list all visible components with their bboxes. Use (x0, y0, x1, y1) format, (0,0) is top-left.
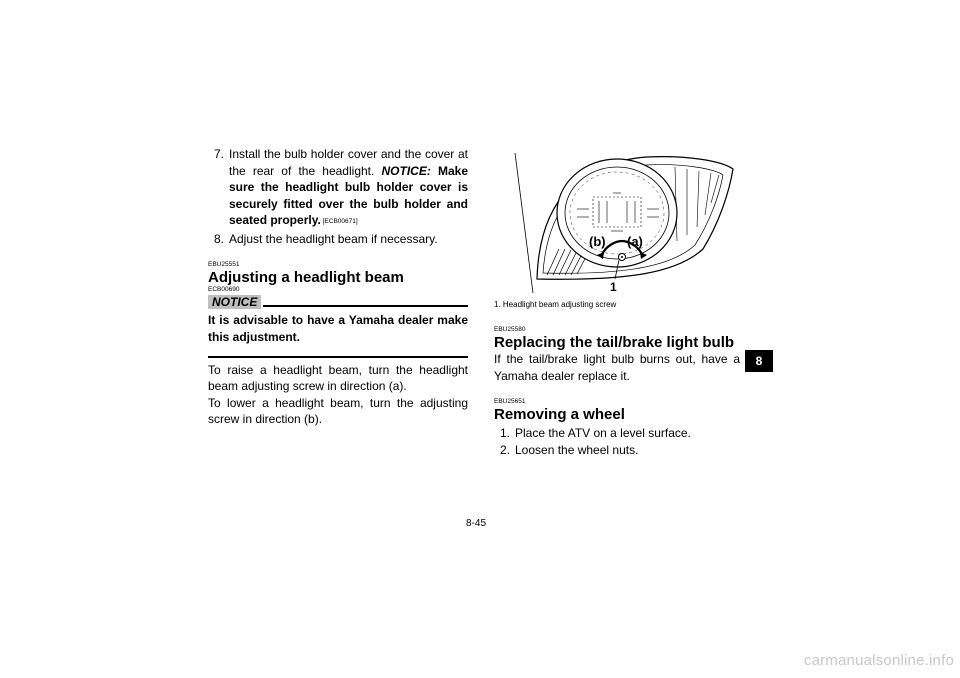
step-text: Place the ATV on a level surface. (515, 426, 691, 440)
section-code: EBU25551 (208, 261, 240, 268)
direction-b-label: (b) (589, 234, 606, 249)
step-text: Loosen the wheel nuts. (515, 442, 639, 457)
step-number: 2. (499, 442, 510, 457)
direction-a-label: (a) (627, 234, 643, 249)
inline-notice-label: NOTICE: (381, 163, 431, 178)
notice-text: It is advisable to have a Yamaha dealer make this adjustment. (208, 313, 468, 344)
notice-tag: NOTICE (208, 295, 261, 309)
section-title: Removing a wheel (494, 406, 625, 423)
inline-notice-text: Make sure the headlight bulb holder cover is securely fitted over the bulb holder and seated properly. (229, 163, 468, 227)
paragraph-tail-light: If the tail/brake light bulb burns out, have a Yamaha dealer replace it. (494, 352, 740, 383)
section-code: EBU25580 (494, 326, 526, 333)
step-text: Install the bulb holder cover and the cover at the rear of the headlight. (229, 147, 468, 178)
step-text: Adjust the headlight beam if necessary. (229, 231, 438, 246)
section-title: Adjusting a headlight beam (208, 269, 404, 286)
notice-code: ECB00690 (208, 286, 240, 293)
notice-rule (263, 305, 468, 307)
wheel-steps (494, 425, 740, 458)
step-number: 7. (213, 147, 224, 161)
section-title: Replacing the tail/brake light bulb (494, 334, 735, 351)
notice-end-rule (208, 356, 468, 358)
chapter-tab: 8 (745, 350, 773, 372)
page-number: 8-45 (466, 518, 487, 529)
step-2 (494, 442, 740, 459)
watermark: carmanualsonline.info (803, 652, 954, 669)
step-number: 8. (213, 231, 224, 246)
reference-code: [ECB00671] (320, 218, 358, 225)
step-1 (494, 425, 740, 442)
step-8 (208, 231, 468, 248)
section-code: EBU25651 (494, 398, 526, 405)
paragraph-lower: To lower a headlight beam, turn the adjusting screw in direction (b). (208, 395, 468, 426)
right-column (494, 296, 740, 458)
callout-1-label: 1 (610, 280, 617, 293)
notice-header (208, 295, 468, 309)
figure-caption: 1. Headlight beam adjusting screw (494, 300, 617, 309)
step-number: 1. (499, 426, 510, 440)
step-7 (208, 146, 468, 231)
paragraph-raise: To raise a headlight beam, turn the headlight beam adjusting screw in direction (a). (208, 362, 468, 393)
headlight-illustration (507, 153, 742, 293)
left-column (208, 146, 468, 428)
